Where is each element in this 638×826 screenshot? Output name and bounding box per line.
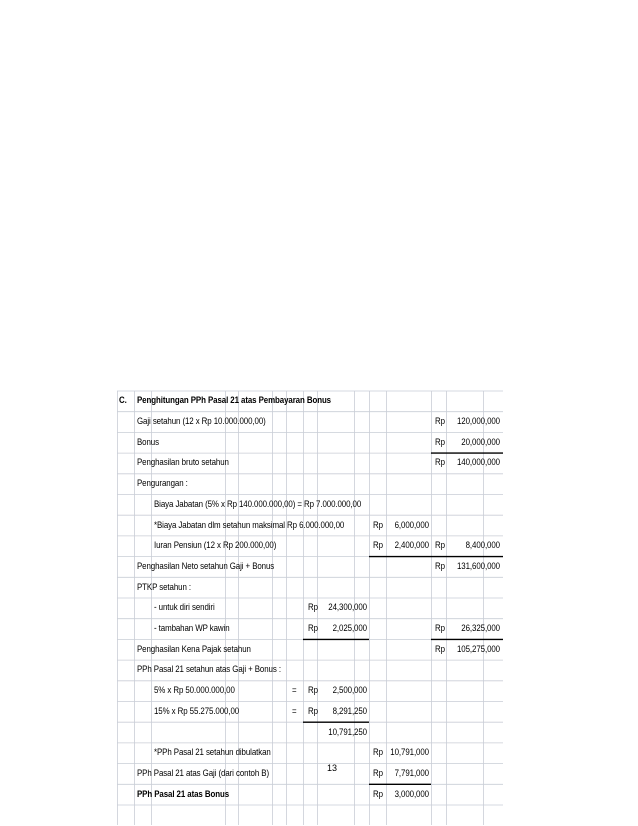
spreadsheet-table — [117, 388, 503, 825]
amount-value: 2,500,000 — [332, 685, 367, 696]
currency-label: Rp — [435, 540, 445, 551]
currency-label: Rp — [373, 747, 383, 758]
amount-value: 6,000,000 — [394, 519, 429, 530]
equals-sign: = — [292, 705, 297, 716]
row-label: PPh Pasal 21 setahun atas Gaji + Bonus : — [137, 664, 281, 675]
amount-value: 2,025,000 — [332, 623, 367, 634]
currency-label: Rp — [373, 519, 383, 530]
currency-label: Rp — [308, 685, 318, 696]
currency-label: Rp — [308, 705, 318, 716]
amount-value: 10,791,250 — [328, 726, 367, 737]
amount-value: 105,275,000 — [457, 643, 500, 654]
amount-value: 8,400,000 — [465, 540, 500, 551]
row-label: Gaji setahun (12 x Rp 10.000.000,00) — [137, 416, 266, 427]
row-label: 15% x Rp 55.275.000,00 — [154, 705, 240, 716]
amount-value: 10,791,000 — [390, 747, 429, 758]
row-label: PTKP setahun : — [137, 581, 192, 592]
currency-label: Rp — [373, 767, 383, 778]
currency-label: Rp — [435, 623, 445, 634]
currency-label: Rp — [373, 540, 383, 551]
amount-value: 140,000,000 — [457, 457, 500, 468]
row-label: Penghasilan bruto setahun — [137, 457, 229, 468]
amount-value: 131,600,000 — [457, 560, 500, 571]
row-label: Penghasilan Neto setahun Gaji + Bonus — [137, 560, 275, 571]
amount-value: 26,325,000 — [461, 623, 500, 634]
amount-value: 8,291,250 — [332, 705, 367, 716]
page-number: 13 — [326, 763, 337, 773]
amount-value: 120,000,000 — [457, 416, 500, 427]
row-label: 5% x Rp 50.000.000,00 — [154, 685, 235, 696]
amount-value: 24,300,000 — [328, 602, 367, 613]
currency-label: Rp — [373, 788, 383, 799]
row-label: - untuk diri sendiri — [154, 602, 215, 613]
row-label: *PPh Pasal 21 setahun dibulatkan — [154, 747, 271, 758]
currency-label: Rp — [308, 623, 318, 634]
amount-value: 3,000,000 — [394, 788, 429, 799]
section-letter: C. — [119, 395, 127, 406]
row-label: Bonus — [137, 436, 159, 447]
amount-value: 7,791,000 — [394, 767, 429, 778]
currency-label: Rp — [435, 436, 445, 447]
row-label: - tambahan WP kawin — [154, 623, 230, 634]
row-label: Iuran Pensiun (12 x Rp 200.000,00) — [154, 540, 277, 551]
row-label: *Biaya Jabatan dlm setahun maksimal Rp 6.000.000,00 — [154, 519, 345, 530]
amount-value: 20,000,000 — [461, 436, 500, 447]
currency-label: Rp — [308, 602, 318, 613]
currency-label: Rp — [435, 416, 445, 427]
section-title: Penghitungan PPh Pasal 21 atas Pembayaran Bonus — [137, 395, 331, 406]
row-label: Pengurangan : — [137, 478, 188, 489]
currency-label: Rp — [435, 457, 445, 468]
amount-value: 2,400,000 — [394, 540, 429, 551]
currency-label: Rp — [435, 560, 445, 571]
row-label: PPh Pasal 21 atas Bonus — [137, 788, 230, 799]
row-label: PPh Pasal 21 atas Gaji (dari contoh B) — [137, 767, 270, 778]
row-label: Biaya Jabatan (5% x Rp 140.000.000,00) = Rp 7.000.000,00 — [154, 498, 362, 509]
row-label: Penghasilan Kena Pajak setahun — [137, 643, 251, 654]
equals-sign: = — [292, 685, 297, 696]
currency-label: Rp — [435, 643, 445, 654]
